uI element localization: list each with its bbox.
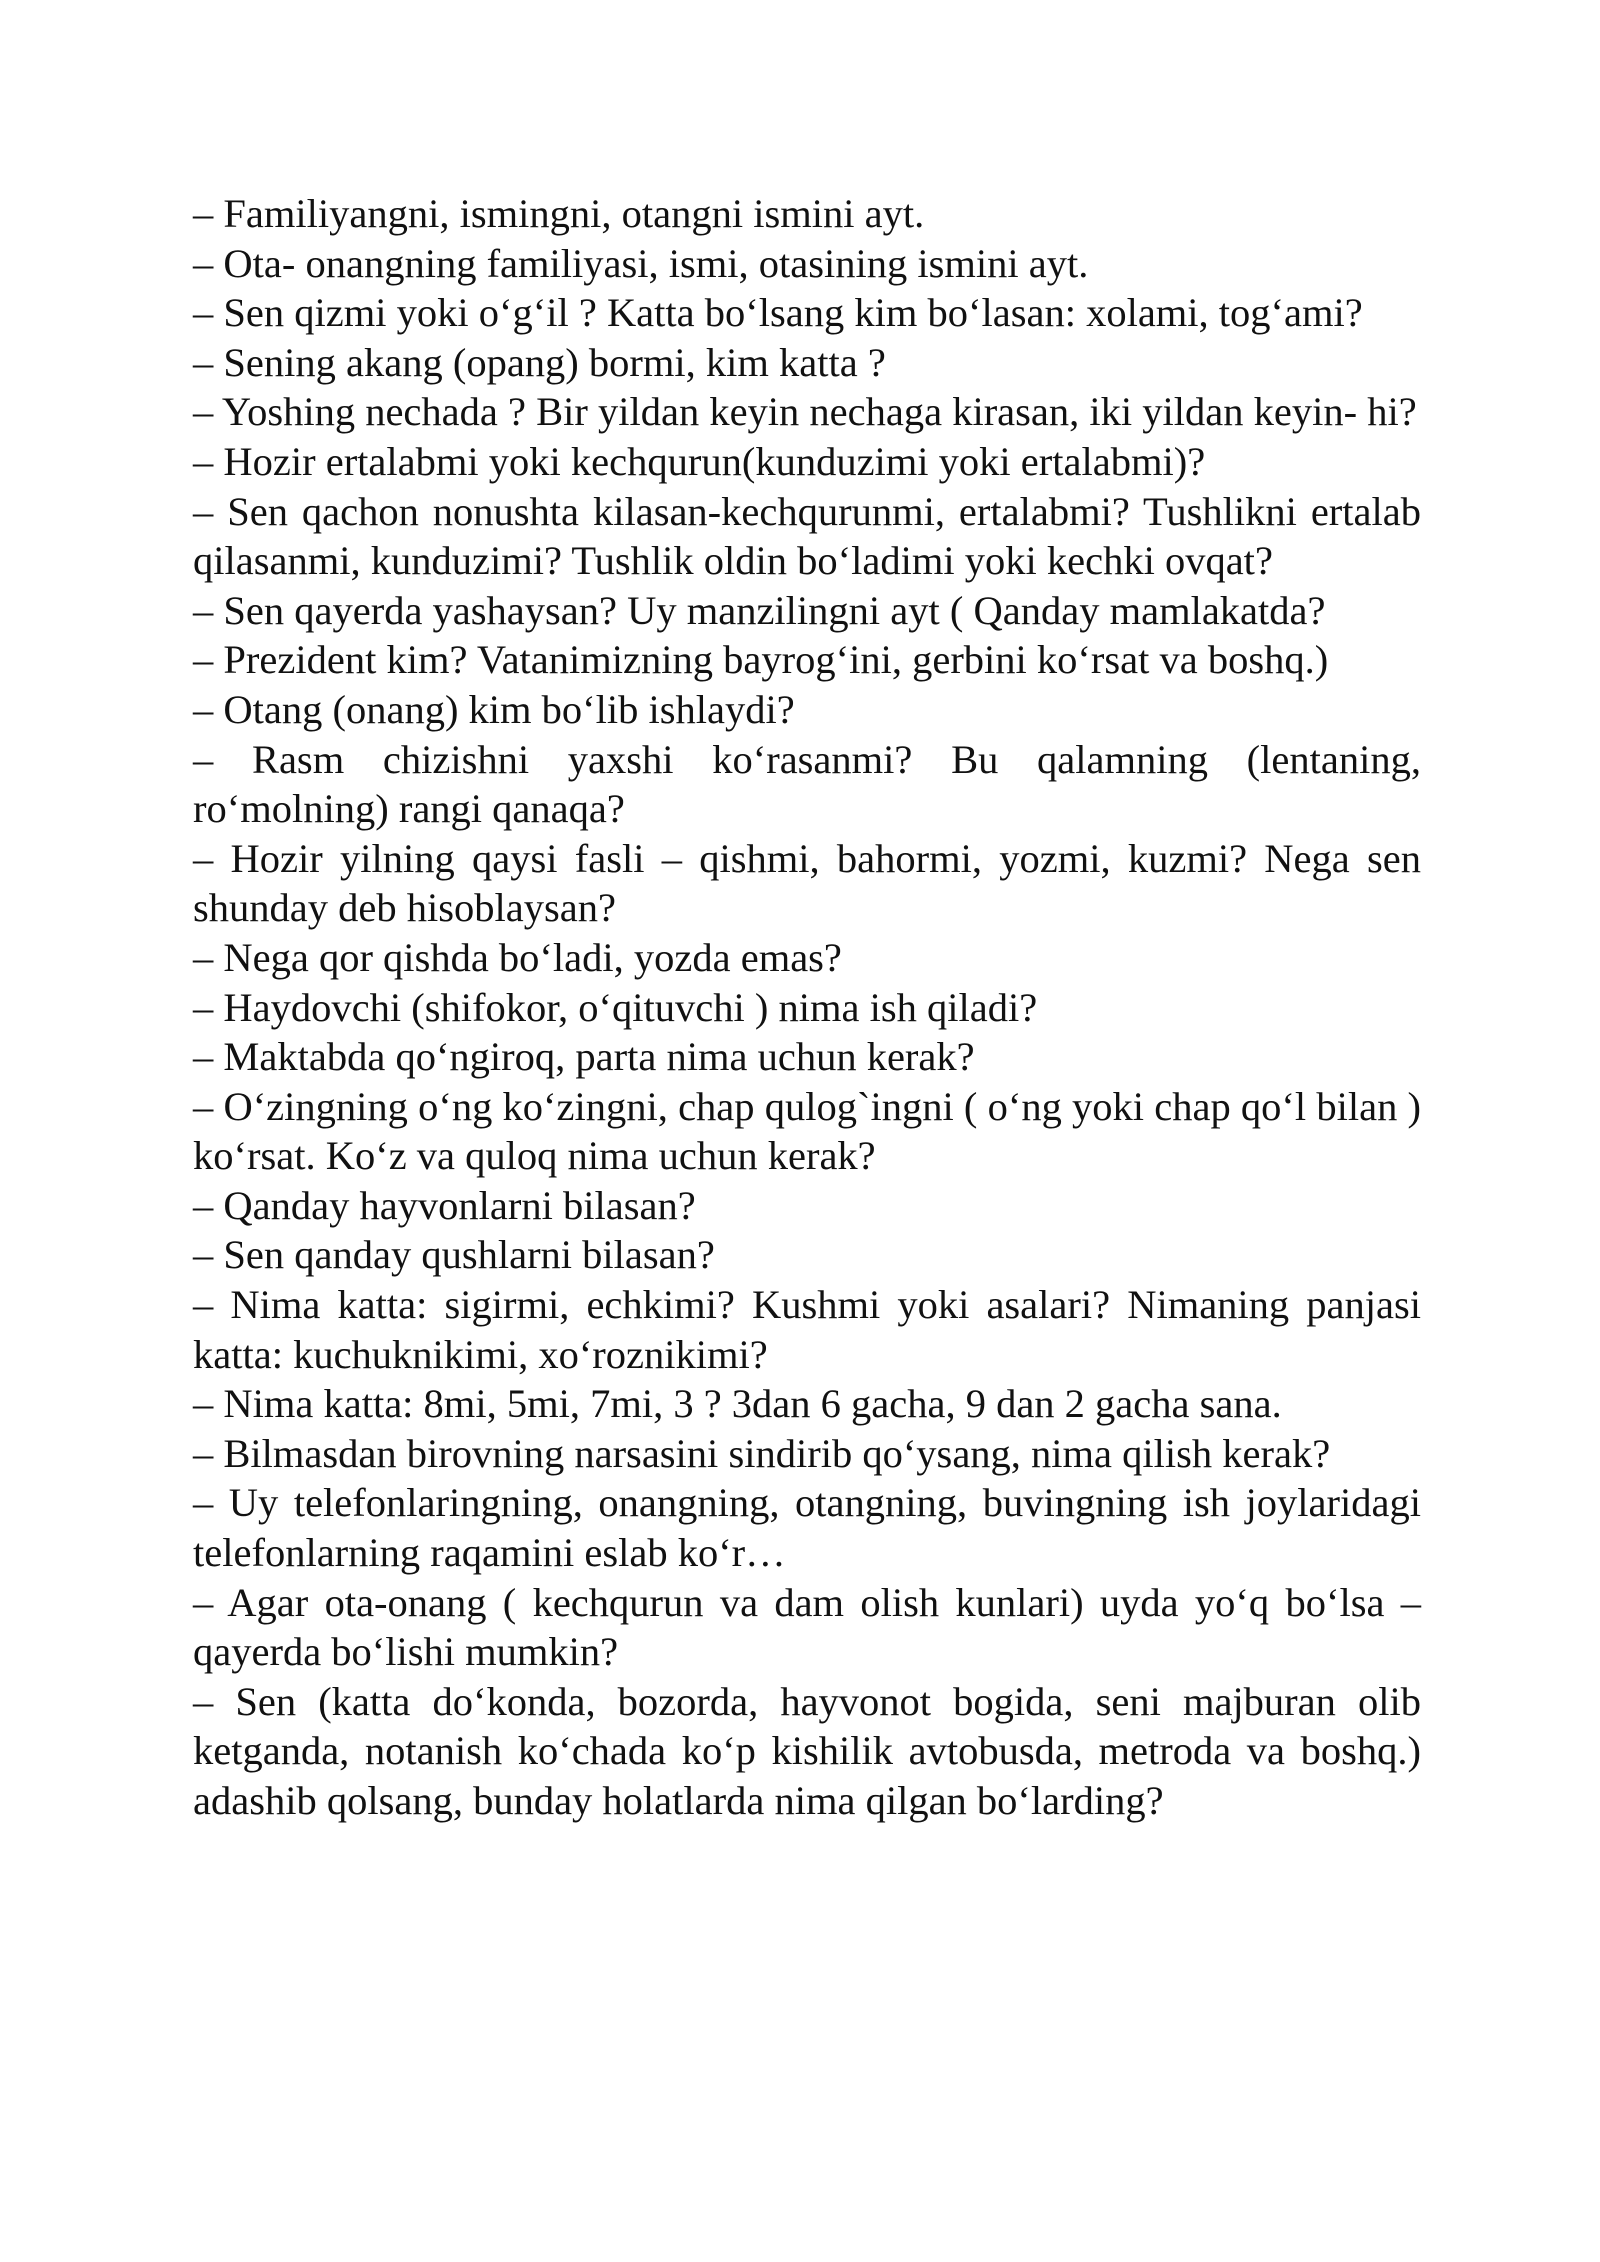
question-line: – O‘zingning o‘ng ko‘zingni, chap qulog`ingni ( o‘ng yoki chap qo‘l bilan ) ko‘rsat. Ko‘z va quloq nima uchun kerak? <box>193 1083 1421 1179</box>
question-line: – Nega qor qishda bo‘ladi, yozda emas? <box>193 934 842 980</box>
question-list <box>193 189 1421 1826</box>
question-line: – Hozir yilning qaysi fasli – qishmi, bahormi, yozmi, kuzmi? Nega sen shunday deb hisoblaysan? <box>193 835 1421 931</box>
question-line: – Nima katta: 8mi, 5mi, 7mi, 3 ? 3dan 6 gacha, 9 dan 2 gacha sana. <box>193 1381 1282 1427</box>
question-line: – Hozir ertalabmi yoki kechqurun(kunduzimi yoki ertalabmi)? <box>193 438 1206 484</box>
question-line: – Agar ota-onang ( kechqurun va dam olish kunlari) uyda yo‘q bo‘lsa – qayerda bo‘lishi mumkin? <box>193 1579 1421 1675</box>
question-line: – Uy telefonlaringning, onangning, otangning, buvingning ish joylaridagi telefonlarning raqamini eslab ko‘r… <box>193 1480 1421 1576</box>
question-line: – Sen qizmi yoki o‘g‘il ? Katta bo‘lsang kim bo‘lasan: xolami, tog‘ami? <box>193 290 1363 336</box>
question-line: – Sen qanday qushlarni bilasan? <box>193 1232 715 1278</box>
question-line: – Ota- onangning familiyasi, ismi, otasining ismini ayt. <box>193 240 1089 286</box>
question-line: – Yoshing nechada ? Bir yildan keyin nechaga kirasan, iki yildan keyin- hi? <box>193 389 1417 435</box>
question-line: – Prezident kim? Vatanimizning bayrog‘ini, gerbini ko‘rsat va boshq.) <box>193 637 1329 683</box>
question-line: – Familiyangni, ismingni, otangni ismini ayt. <box>193 191 925 236</box>
question-line: – Rasm chizishni yaxshi ko‘rasanmi? Bu qalamning (lentaning, ro‘molning) rangi qanaqa? <box>193 736 1421 832</box>
question-line: – Otang (onang) kim bo‘lib ishlaydi? <box>193 686 795 732</box>
question-line: – Nima katta: sigirmi, echkimi? Kushmi yoki asalari? Nimaning panjasi katta: kuchuknikimi, xo‘roznikimi? <box>193 1282 1421 1377</box>
question-line: – Sen qachon nonushta kilasan-kechqurunmi, ertalabmi? Tushlikni ertalab qilasanmi, kunduzimi? Tushlik oldin bo‘ladimi yoki kechki ovqat? <box>193 488 1421 584</box>
question-line: – Sening akang (opang) bormi, kim katta ? <box>193 339 886 385</box>
question-line: – Qanday hayvonlarni bilasan? <box>193 1182 696 1228</box>
question-line: – Bilmasdan birovning narsasini sindirib qo‘ysang, nima qilish kerak? <box>193 1430 1331 1476</box>
question-line: – Sen (katta do‘konda, bozorda, hayvonot bogida, seni majburan olib ketganda, notanish ko‘chada ko‘p kishilik avtobusda, metroda va boshq.) adashib qolsang, bunday holatlarda nima qilgan bo‘larding? <box>193 1678 1421 1823</box>
question-line: – Maktabda qo‘ngiroq, parta nima uchun kerak? <box>193 1034 975 1080</box>
question-line: – Haydovchi (shifokor, o‘qituvchi ) nima ish qiladi? <box>193 984 1038 1030</box>
question-line: – Sen qayerda yashaysan? Uy manzilingni ayt ( Qanday mamlakatda? <box>193 587 1326 633</box>
